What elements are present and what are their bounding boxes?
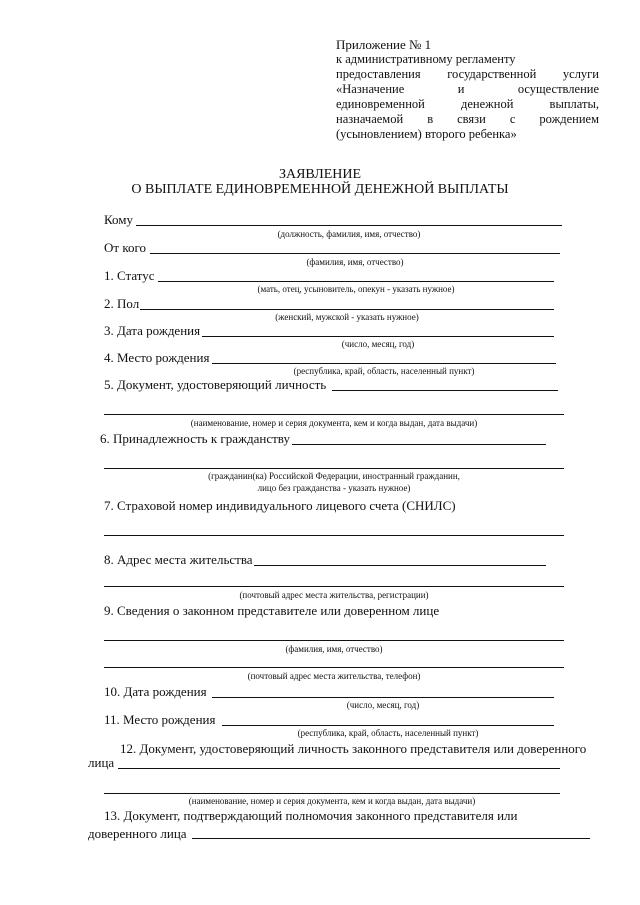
- rep-birthplace-field[interactable]: [222, 725, 554, 726]
- status-label: 1. Статус: [104, 268, 155, 283]
- birthplace-hint: (республика, край, область, населенный пункт): [293, 366, 475, 376]
- birthplace-label: 4. Место рождения: [104, 350, 210, 365]
- rep-id-doc-field[interactable]: [118, 768, 560, 769]
- sex-label: 2. Пол: [104, 296, 140, 311]
- id-doc-field-line2[interactable]: [104, 414, 564, 415]
- snils-label: 7. Страховой номер индивидуального лицевого счета (СНИЛС): [104, 498, 456, 513]
- birthdate-hint: (число, месяц, год): [341, 339, 415, 349]
- appendix-service-line: единовременной денежной выплаты,: [336, 97, 599, 111]
- representative-name-field[interactable]: [104, 640, 564, 641]
- authority-doc-label-cont: доверенного лица: [88, 826, 187, 841]
- rep-id-doc-field-line2[interactable]: [104, 793, 560, 794]
- appendix-service-line: «Назначение и осуществление: [336, 82, 599, 96]
- rep-id-doc-hint: (наименование, номер и серия документа, кем и когда выдан, дата выдачи): [188, 796, 476, 806]
- from-label: От кого: [104, 240, 146, 255]
- citizenship-label: 6. Принадлежность к гражданству: [100, 431, 290, 446]
- representative-name-hint: (фамилия, имя, отчество): [285, 644, 383, 654]
- sex-hint: (женский, мужской - указать нужное): [275, 312, 419, 322]
- address-label: 8. Адрес места жительства: [104, 552, 253, 567]
- rep-birthdate-label: 10. Дата рождения: [104, 684, 207, 699]
- appendix-service-line: (усыновлением) второго ребенка»: [336, 127, 517, 141]
- citizenship-field[interactable]: [292, 444, 546, 445]
- to-field[interactable]: [136, 225, 562, 226]
- to-label: Кому: [104, 212, 134, 227]
- rep-birthplace-label: 11. Место рождения: [104, 712, 216, 727]
- citizenship-hint: (гражданин(ка) Российской Федерации, иностранный гражданин,: [208, 471, 460, 481]
- id-doc-field[interactable]: [332, 390, 558, 391]
- snils-field[interactable]: [104, 535, 564, 536]
- representative-address-hint: (почтовый адрес места жительства, телефон): [247, 671, 421, 681]
- birthdate-label: 3. Дата рождения: [104, 323, 201, 338]
- status-hint: (мать, отец, усыновитель, опекун - указать нужное): [257, 284, 455, 294]
- appendix-regulation: к административному регламенту: [336, 52, 516, 66]
- rep-birthdate-field[interactable]: [212, 697, 554, 698]
- representative-label: 9. Сведения о законном представителе или доверенном лице: [104, 603, 440, 618]
- citizenship-field-line2[interactable]: [104, 468, 564, 469]
- appendix-service-line: предоставления государственной услуги: [336, 67, 599, 81]
- status-field[interactable]: [158, 281, 554, 282]
- rep-birthplace-hint: (республика, край, область, населенный пункт): [297, 728, 479, 738]
- form-title: ЗАЯВЛЕНИЕ: [278, 167, 362, 182]
- sex-field[interactable]: [140, 309, 554, 310]
- address-field-line2[interactable]: [104, 586, 564, 587]
- address-field[interactable]: [254, 565, 546, 566]
- birthdate-field[interactable]: [202, 336, 554, 337]
- birthplace-field[interactable]: [212, 363, 556, 364]
- rep-id-doc-label: 12. Документ, удостоверяющий личность законного представителя или доверенного: [120, 741, 587, 756]
- to-hint: (должность, фамилия, имя, отчество): [277, 229, 421, 239]
- appendix-title: Приложение № 1: [336, 37, 432, 52]
- form-subtitle: О ВЫПЛАТЕ ЕДИНОВРЕМЕННОЙ ДЕНЕЖНОЙ ВЫПЛАТЫ: [131, 182, 509, 197]
- address-hint: (почтовый адрес места жительства, регистрации): [239, 590, 429, 600]
- id-doc-label: 5. Документ, удостоверяющий личность: [104, 377, 327, 392]
- from-hint: (фамилия, имя, отчество): [306, 257, 404, 267]
- rep-id-doc-label-cont: лица: [88, 755, 115, 770]
- representative-address-field[interactable]: [104, 667, 564, 668]
- from-field[interactable]: [150, 253, 560, 254]
- authority-doc-field[interactable]: [192, 838, 590, 839]
- citizenship-hint: лицо без гражданства - указать нужное): [257, 483, 411, 493]
- authority-doc-label: 13. Документ, подтверждающий полномочия законного представителя или: [104, 808, 518, 823]
- id-doc-hint: (наименование, номер и серия документа, кем и когда выдан, дата выдачи): [190, 418, 478, 428]
- appendix-service-line: назначаемой в связи с рождением: [336, 112, 599, 126]
- rep-birthdate-hint: (число, месяц, год): [346, 700, 420, 710]
